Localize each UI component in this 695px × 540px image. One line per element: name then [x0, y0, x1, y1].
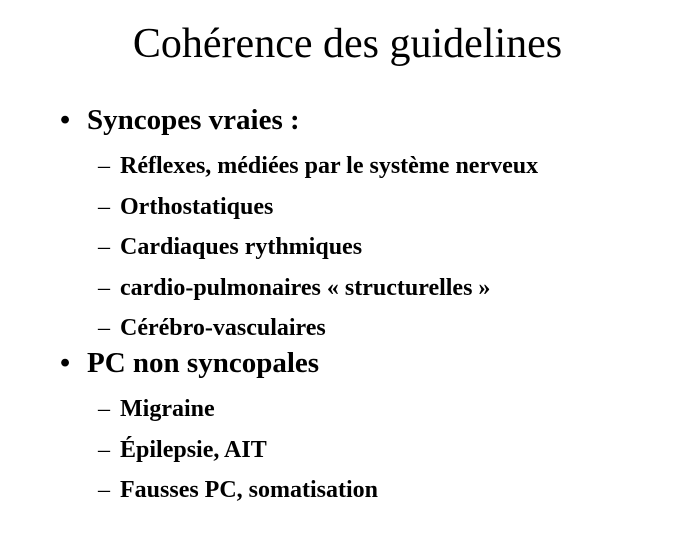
dash-icon: – [98, 234, 110, 260]
list-item-label: cardio-pulmonaires « structurelles » [120, 274, 491, 301]
list-item-label: Orthostatiques [120, 193, 274, 220]
bullet-heading [60, 100, 680, 140]
list-item [98, 268, 680, 309]
list-item [98, 227, 680, 268]
dash-icon: – [98, 193, 110, 220]
list-item-label: Réflexes, médiées par le système nerveux [120, 153, 539, 179]
list-item-label: Migraine [120, 396, 215, 422]
list-item-label: Épilepsie, AIT [120, 436, 267, 463]
dash-icon: – [98, 315, 110, 341]
dash-icon: – [98, 477, 110, 503]
dash-icon: – [98, 436, 110, 463]
list-item [98, 187, 680, 228]
dash-icon: – [98, 396, 110, 422]
section-heading: PC non syncopales [87, 347, 320, 379]
section-pc-non-syncopales [60, 343, 680, 511]
list-item-label: Cérébro-vasculaires [120, 315, 326, 341]
list-item [98, 389, 680, 430]
list-item [98, 146, 680, 187]
section-heading: Syncopes vraies : [87, 104, 300, 136]
list-item [98, 430, 680, 471]
section-syncopes-vraies [60, 100, 680, 349]
slide-title: Cohérence des guidelines [132, 21, 563, 67]
dash-icon: – [98, 274, 110, 301]
dash-icon: – [98, 153, 110, 179]
list-item [98, 470, 680, 511]
bullet-heading [60, 343, 680, 383]
bullet-icon: • [60, 347, 71, 379]
bullet-icon: • [60, 104, 71, 136]
list-item-label: Cardiaques rythmiques [120, 234, 363, 260]
sub-list [98, 389, 680, 511]
sub-list [98, 146, 680, 349]
list-item-label: Fausses PC, somatisation [120, 477, 379, 503]
